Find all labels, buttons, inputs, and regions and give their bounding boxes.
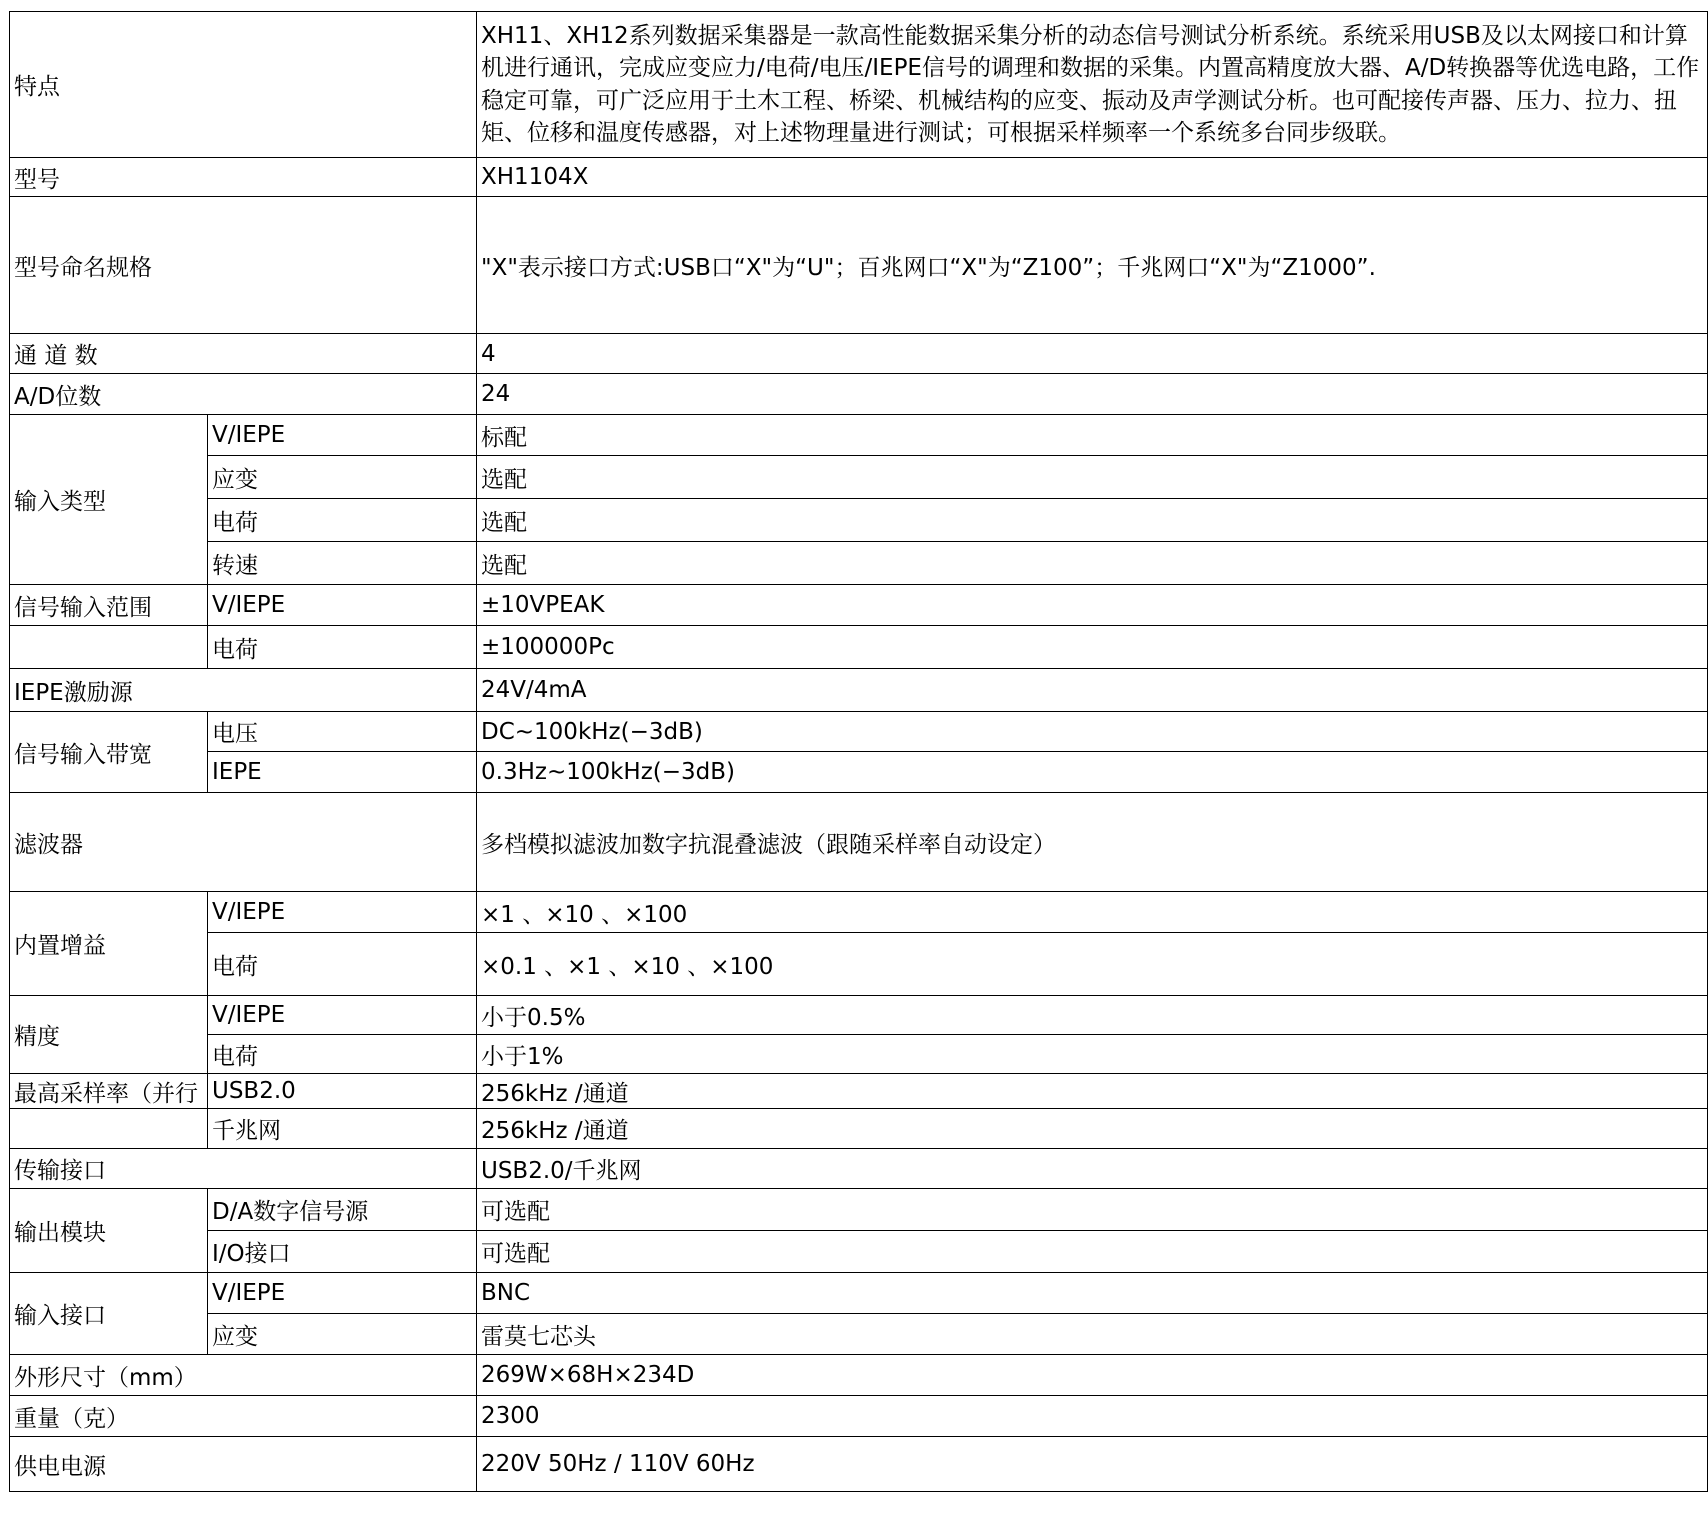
sub-input-type-0: V/IEPE — [208, 415, 477, 456]
value-dimensions: 269W×68H×234D — [477, 1355, 1708, 1396]
sub-accuracy-1: 电荷 — [208, 1035, 477, 1074]
value-gain-0: ×1 、×10 、×100 — [477, 892, 1708, 933]
row-signal-range-1 — [10, 626, 1708, 669]
sub-input-connector-1: 应变 — [208, 1314, 477, 1355]
value-signal-range-1: ±100000Pc — [477, 626, 1708, 669]
sub-signal-range-1: 电荷 — [208, 626, 477, 669]
row-input-type-1 — [10, 456, 1708, 499]
value-bandwidth-1: 0.3Hz~100kHz(−3dB) — [477, 752, 1708, 793]
value-accuracy-0: 小于0.5% — [477, 996, 1708, 1035]
value-filter: 多档模拟滤波加数字抗混叠滤波（跟随采样率自动设定） — [477, 793, 1708, 892]
row-filter — [10, 793, 1708, 892]
sub-gain-1: 电荷 — [208, 933, 477, 996]
value-input-type-3: 选配 — [477, 542, 1708, 585]
label-filter: 滤波器 — [10, 793, 477, 892]
value-accuracy-1: 小于1% — [477, 1035, 1708, 1074]
sub-max-rate-0: USB2.0 — [208, 1074, 477, 1109]
label-bandwidth: 信号输入带宽 — [10, 712, 208, 793]
label-output-module: 输出模块 — [10, 1189, 208, 1273]
label-power: 供电电源 — [10, 1437, 477, 1492]
row-gain-1 — [10, 933, 1708, 996]
value-max-rate-1: 256kHz /通道 — [477, 1109, 1708, 1149]
sub-input-type-3: 转速 — [208, 542, 477, 585]
value-bandwidth-0: DC~100kHz(−3dB) — [477, 712, 1708, 752]
label-features: 特点 — [10, 12, 477, 158]
row-bandwidth-0 — [10, 712, 1708, 752]
row-bandwidth-1 — [10, 752, 1708, 793]
row-output-module-0 — [10, 1189, 1708, 1231]
value-model: XH1104X — [477, 158, 1708, 197]
value-naming: "X"表示接口方式:USB口“X"为“U"；百兆网口“X"为“Z100”；千兆网口“X"为“Z1000”. — [477, 197, 1708, 334]
value-features: XH11、XH12系列数据采集器是一款高性能数据采集分析的动态信号测试分析系统。系统采用USB及以太网接口和计算机进行通讯，完成应变应力/电荷/电压/IEPE信号的调理和数据的采集。内置高精度放大器、A/D转换器等优选电路，工作稳定可靠，可广泛应用于土木工程、桥梁、机械结构的应变、振动及声学测试分析。也可配接传声器、压力、拉力、扭矩、位移和温度传感器，对上述物理量进行测试；可根据采样频率一个系统多台同步级联。 — [477, 12, 1708, 158]
value-interface: USB2.0/千兆网 — [477, 1149, 1708, 1189]
label-iepe-source: IEPE激励源 — [10, 669, 477, 712]
value-ad-bits: 24 — [477, 374, 1708, 415]
label-gain: 内置增益 — [10, 892, 208, 996]
row-weight — [10, 1396, 1708, 1437]
sub-output-module-1: I/O接口 — [208, 1231, 477, 1273]
value-input-connector-1: 雷莫七芯头 — [477, 1314, 1708, 1355]
row-input-connector-0 — [10, 1273, 1708, 1314]
value-iepe-source: 24V/4mA — [477, 669, 1708, 712]
sub-bandwidth-0: 电压 — [208, 712, 477, 752]
row-features — [10, 12, 1708, 158]
label-naming: 型号命名规格 — [10, 197, 477, 334]
row-model — [10, 158, 1708, 197]
row-iepe-source — [10, 669, 1708, 712]
label-accuracy: 精度 — [10, 996, 208, 1074]
row-gain-0 — [10, 892, 1708, 933]
value-channels: 4 — [477, 334, 1708, 374]
label-interface: 传输接口 — [10, 1149, 477, 1189]
row-output-module-1 — [10, 1231, 1708, 1273]
sub-signal-range-0: V/IEPE — [208, 585, 477, 626]
row-accuracy-0 — [10, 996, 1708, 1035]
value-input-type-1: 选配 — [477, 456, 1708, 499]
label-signal-range: 信号输入范围 — [10, 585, 208, 626]
row-input-type-3 — [10, 542, 1708, 585]
label-weight: 重量（克） — [10, 1396, 477, 1437]
sub-output-module-0: D/A数字信号源 — [208, 1189, 477, 1231]
label-input-type: 输入类型 — [10, 415, 208, 585]
row-input-type-2 — [10, 499, 1708, 542]
row-interface — [10, 1149, 1708, 1189]
label-model: 型号 — [10, 158, 477, 197]
value-input-type-2: 选配 — [477, 499, 1708, 542]
sub-bandwidth-1: IEPE — [208, 752, 477, 793]
row-power — [10, 1437, 1708, 1492]
sub-gain-0: V/IEPE — [208, 892, 477, 933]
row-input-connector-1 — [10, 1314, 1708, 1355]
label-channels: 通 道 数 — [10, 334, 477, 374]
row-ad-bits — [10, 374, 1708, 415]
value-max-rate-0: 256kHz /通道 — [477, 1074, 1708, 1109]
label-ad-bits: A/D位数 — [10, 374, 477, 415]
value-power: 220V 50Hz / 110V 60Hz — [477, 1437, 1708, 1492]
label-max-rate: 最高采样率（并行 — [10, 1074, 208, 1109]
label-max-rate-empty — [10, 1109, 208, 1149]
row-max-rate-0 — [10, 1074, 1708, 1109]
sub-input-type-1: 应变 — [208, 456, 477, 499]
row-accuracy-1 — [10, 1035, 1708, 1074]
row-signal-range-0 — [10, 585, 1708, 626]
row-dimensions — [10, 1355, 1708, 1396]
value-signal-range-0: ±10VPEAK — [477, 585, 1708, 626]
spec-table — [9, 11, 1708, 1492]
value-weight: 2300 — [477, 1396, 1708, 1437]
sub-accuracy-0: V/IEPE — [208, 996, 477, 1035]
row-max-rate-1 — [10, 1109, 1708, 1149]
row-channels — [10, 334, 1708, 374]
value-input-connector-0: BNC — [477, 1273, 1708, 1314]
sub-input-connector-0: V/IEPE — [208, 1273, 477, 1314]
row-naming — [10, 197, 1708, 334]
value-gain-1: ×0.1 、×1 、×10 、×100 — [477, 933, 1708, 996]
sub-max-rate-1: 千兆网 — [208, 1109, 477, 1149]
label-dimensions: 外形尺寸（mm） — [10, 1355, 477, 1396]
label-input-connector: 输入接口 — [10, 1273, 208, 1355]
row-input-type-0 — [10, 415, 1708, 456]
value-output-module-0: 可选配 — [477, 1189, 1708, 1231]
value-input-type-0: 标配 — [477, 415, 1708, 456]
value-output-module-1: 可选配 — [477, 1231, 1708, 1273]
label-signal-range-empty — [10, 626, 208, 669]
sub-input-type-2: 电荷 — [208, 499, 477, 542]
